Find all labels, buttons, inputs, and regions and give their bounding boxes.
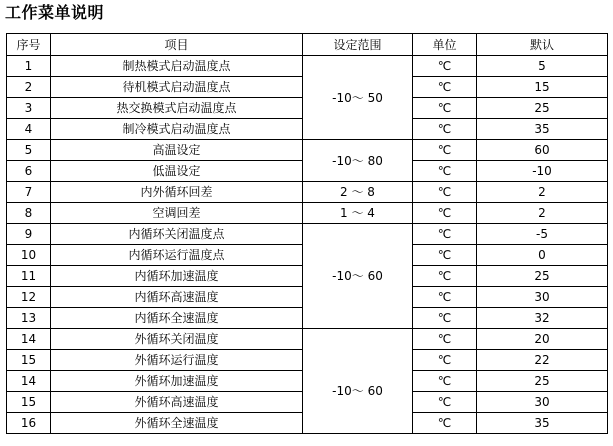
work-menu-table: [6, 33, 608, 434]
cell-unit: ℃: [413, 266, 477, 287]
table-row: [7, 56, 608, 77]
cell-default: 25: [477, 98, 608, 119]
cell-range: 1 ～ 4: [303, 203, 413, 224]
cell-unit: ℃: [413, 371, 477, 392]
cell-default: 2: [477, 203, 608, 224]
cell-index: 16: [7, 413, 51, 434]
cell-index: 14: [7, 371, 51, 392]
cell-default: 35: [477, 413, 608, 434]
cell-default: 32: [477, 308, 608, 329]
cell-unit: ℃: [413, 224, 477, 245]
cell-range: -10～ 60: [303, 329, 413, 434]
cell-index: 8: [7, 203, 51, 224]
header-unit: 单位: [413, 34, 477, 56]
cell-default: -10: [477, 161, 608, 182]
cell-unit: ℃: [413, 98, 477, 119]
cell-default: 25: [477, 266, 608, 287]
cell-item: 外循环加速温度: [51, 371, 303, 392]
cell-unit: ℃: [413, 161, 477, 182]
cell-unit: ℃: [413, 287, 477, 308]
cell-unit: ℃: [413, 140, 477, 161]
cell-index: 12: [7, 287, 51, 308]
cell-index: 5: [7, 140, 51, 161]
cell-item: 外循环全速温度: [51, 413, 303, 434]
table-row: [7, 224, 608, 245]
cell-unit: ℃: [413, 77, 477, 98]
header-range: 设定范围: [303, 34, 413, 56]
header-item: 项目: [51, 34, 303, 56]
cell-item: 外循环关闭温度: [51, 329, 303, 350]
cell-unit: ℃: [413, 56, 477, 77]
cell-range: -10～ 80: [303, 140, 413, 182]
cell-default: 5: [477, 56, 608, 77]
cell-index: 7: [7, 182, 51, 203]
cell-default: 0: [477, 245, 608, 266]
cell-item: 外循环高速温度: [51, 392, 303, 413]
table-header-row: [7, 34, 608, 56]
cell-item: 内循环全速温度: [51, 308, 303, 329]
cell-range: 2 ～ 8: [303, 182, 413, 203]
cell-index: 2: [7, 77, 51, 98]
header-index: 序号: [7, 34, 51, 56]
cell-unit: ℃: [413, 182, 477, 203]
cell-default: 35: [477, 119, 608, 140]
cell-index: 13: [7, 308, 51, 329]
cell-item: 热交换模式启动温度点: [51, 98, 303, 119]
cell-index: 15: [7, 392, 51, 413]
cell-range: -10～ 50: [303, 56, 413, 140]
table-row: [7, 329, 608, 350]
cell-item: 内外循环回差: [51, 182, 303, 203]
cell-item: 高温设定: [51, 140, 303, 161]
cell-unit: ℃: [413, 350, 477, 371]
cell-default: 30: [477, 392, 608, 413]
cell-unit: ℃: [413, 392, 477, 413]
cell-item: 外循环运行温度: [51, 350, 303, 371]
cell-index: 14: [7, 329, 51, 350]
cell-default: 60: [477, 140, 608, 161]
cell-index: 1: [7, 56, 51, 77]
cell-item: 低温设定: [51, 161, 303, 182]
cell-default: 15: [477, 77, 608, 98]
cell-unit: ℃: [413, 119, 477, 140]
cell-default: 25: [477, 371, 608, 392]
cell-item: 待机模式启动温度点: [51, 77, 303, 98]
cell-item: 内循环运行温度点: [51, 245, 303, 266]
cell-unit: ℃: [413, 413, 477, 434]
table-row: [7, 182, 608, 203]
header-default: 默认: [477, 34, 608, 56]
cell-unit: ℃: [413, 308, 477, 329]
cell-item: 空调回差: [51, 203, 303, 224]
cell-index: 9: [7, 224, 51, 245]
cell-unit: ℃: [413, 245, 477, 266]
cell-index: 11: [7, 266, 51, 287]
cell-index: 3: [7, 98, 51, 119]
cell-index: 4: [7, 119, 51, 140]
cell-item: 内循环加速温度: [51, 266, 303, 287]
cell-item: 内循环高速温度: [51, 287, 303, 308]
cell-default: 30: [477, 287, 608, 308]
cell-range: -10～ 60: [303, 224, 413, 329]
cell-unit: ℃: [413, 329, 477, 350]
cell-index: 6: [7, 161, 51, 182]
cell-unit: ℃: [413, 203, 477, 224]
table-row: [7, 140, 608, 161]
cell-default: 22: [477, 350, 608, 371]
cell-item: 制热模式启动温度点: [51, 56, 303, 77]
document-title: 工作菜单说明: [5, 3, 105, 22]
table-row: [7, 203, 608, 224]
cell-item: 内循环关闭温度点: [51, 224, 303, 245]
cell-default: 2: [477, 182, 608, 203]
cell-index: 10: [7, 245, 51, 266]
cell-default: -5: [477, 224, 608, 245]
cell-item: 制冷模式启动温度点: [51, 119, 303, 140]
cell-index: 15: [7, 350, 51, 371]
cell-default: 20: [477, 329, 608, 350]
